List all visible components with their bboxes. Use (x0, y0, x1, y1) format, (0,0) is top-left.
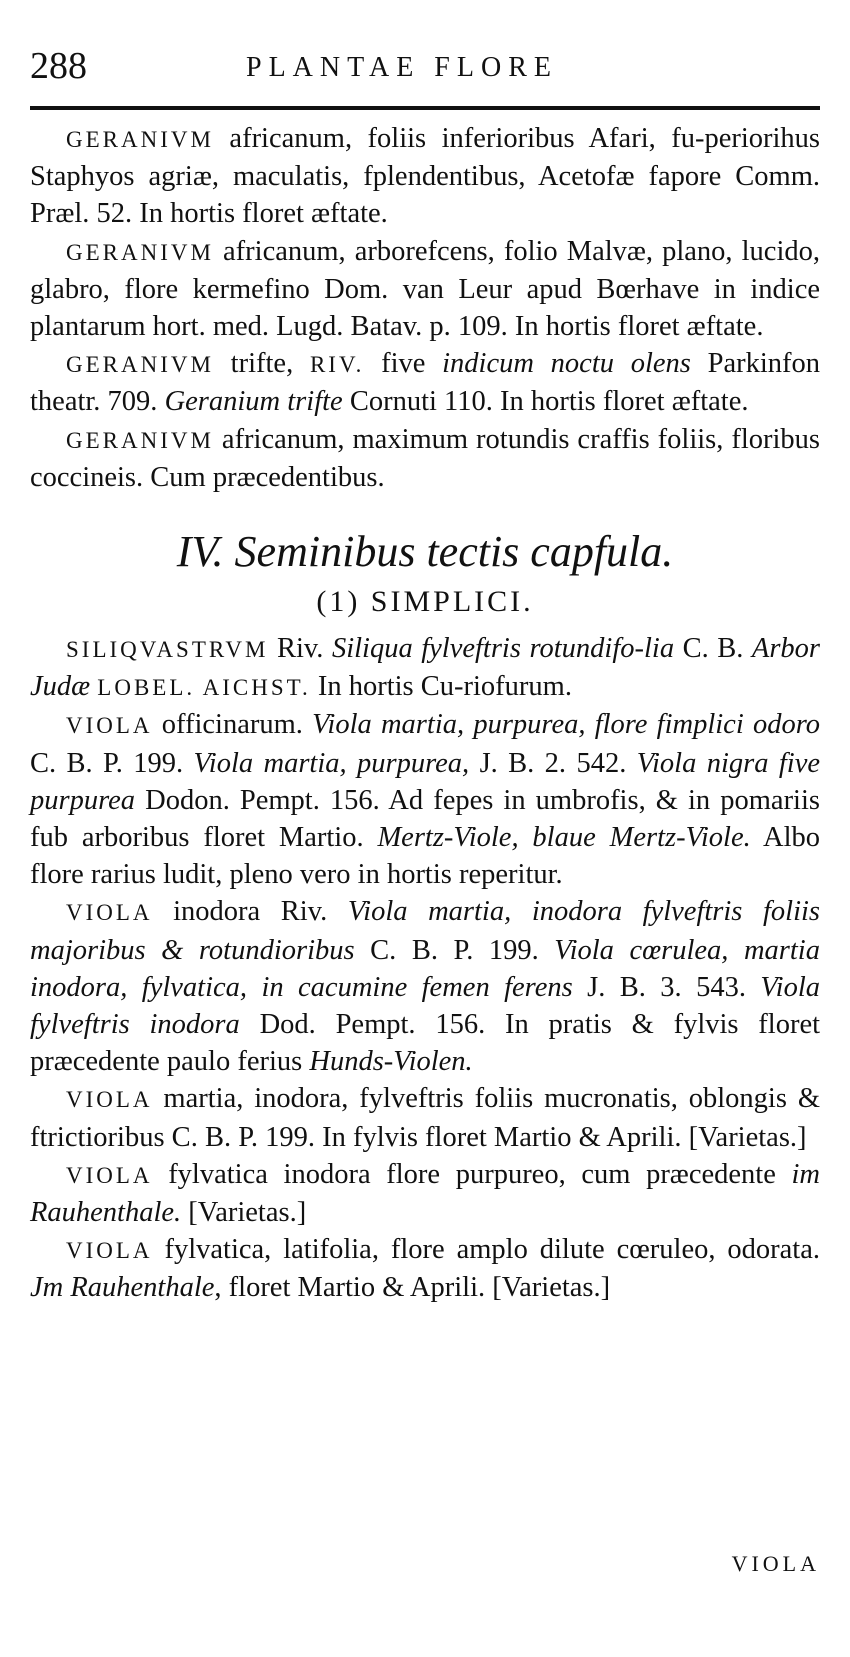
running-head: PLANTAE FLORE (246, 52, 558, 83)
entry-text: J. B. 3. 543. (572, 971, 761, 1003)
subsection-title: (1) SIMPLICI. (316, 585, 534, 619)
plant-entry (30, 1080, 820, 1155)
plant-entry (30, 1231, 820, 1306)
author-abbrev: LOBEL. AICHST. (97, 675, 311, 701)
plant-entry (30, 630, 820, 706)
entries-top (30, 120, 820, 496)
entry-text: africanum, maximum rotundis craffis foliis, floribus coccineis. Cum præcedentibus. (30, 423, 820, 493)
plant-entry (30, 120, 820, 233)
italic-text: Geranium trifte (164, 386, 343, 418)
entry-text: J. B. 2. 542. (469, 747, 637, 779)
italic-text: Viola fylveftris inodora (30, 971, 820, 1041)
italic-text: Viola martia, purpurea, flore fimplici odoro (312, 709, 820, 741)
genus-name: GERANIVM (66, 127, 214, 152)
entry-text: trifte, (213, 348, 310, 380)
entry-text: C. B. P. 199. (30, 747, 194, 779)
author-abbrev: RIV. (309, 352, 365, 378)
italic-text: Hunds-Violen. (309, 1046, 473, 1078)
italic-text: Siliqua fylveftris rotundifo-lia (331, 633, 675, 665)
header-rule (30, 106, 820, 110)
italic-text: Viola cœrulea, martia inodora, fylvatica, in cacumine femen ferens (30, 934, 820, 1003)
italic-text: Mertz-Viole, blaue Mertz-Viole. (377, 822, 751, 854)
plant-entry (30, 421, 820, 496)
italic-text: Jm Rauhenthale (30, 1272, 215, 1304)
entry-text: In hortis Cu-riofurum. (310, 671, 572, 703)
genus-name: VIOLA (66, 1087, 153, 1113)
entry-text: officinarum. (152, 709, 313, 741)
italic-text: Viola martia, inodora fylveftris foliis majoribus & rotundioribus (30, 896, 821, 966)
entry-text: [Varietas.] (181, 1197, 307, 1229)
entry-text: fylvatica, latifolia, flore amplo dilute cœruleo, odorata. (152, 1234, 820, 1266)
genus-name: VIOLA (66, 1238, 153, 1264)
plant-entry (30, 1156, 820, 1231)
italic-text: Arbor Judæ (30, 633, 821, 703)
italic-text: im Rauhenthale. (30, 1158, 820, 1229)
italic-text: indicum noctu olens (442, 348, 691, 380)
entry-text: C. B. P. 199. (354, 934, 555, 966)
entry-text: Dodon. Pempt. 156. Ad fepes in umbrofis, & in pomariis fub arboribus floret Martio. (30, 784, 820, 854)
entry-text: Parkinfon theatr. 709. (30, 348, 821, 418)
plant-entry (30, 233, 820, 346)
entry-text: Riv. (268, 633, 332, 665)
italic-text: Viola martia, purpurea, (193, 747, 470, 779)
entry-text: Albo flore rarius ludit, pleno vero in hortis reperitur. (30, 822, 821, 891)
entry-text: fylvatica inodora flore purpureo, cum præcedente (152, 1158, 792, 1190)
plant-entry (30, 893, 820, 1080)
genus-name: VIOLA (66, 900, 153, 926)
entry-text: martia, inodora, fylveftris foliis mucronatis, oblongis & ftrictioribus C. B. P. 199. In fylvis floret Martio & Aprili. [Varietas.] (30, 1083, 820, 1153)
genus-name: VIOLA (66, 713, 153, 739)
plant-entry (30, 706, 820, 893)
genus-name: VIOLA (66, 1162, 153, 1188)
page-body (30, 120, 820, 1307)
genus-name: GERANIVM (66, 239, 214, 265)
section-title: IV. Seminibus tectis capfula. (176, 527, 674, 577)
entry-text: , floret Martio & Aprili. [Varietas.] (214, 1272, 611, 1304)
page-number: 288 (30, 45, 87, 87)
entry-text: africanum, arborefcens, folio Malvæ, plano, lucido, glabro, flore kermefino Dom. van Leur apud Bœrhave in indice plantarum hort. med. Lugd. Batav. p. 109. In hortis floret æftate. (30, 235, 820, 343)
genus-name: GERANIVM (66, 427, 214, 453)
entry-text: C. B. (674, 633, 752, 665)
catchword: VIOLA (731, 1551, 820, 1576)
entry-text: Cornuti 110. In hortis floret æftate. (342, 386, 749, 418)
entry-text: Dod. Pempt. 156. In pratis & fylvis floret præcedente paulo ferius (30, 1009, 821, 1078)
entry-text: africanum, foliis inferioribus Afari, fu-periorihus Staphyos agriæ, maculatis, fplendentibus, Acetofæ fapore Comm. Præl. 52. In hortis floret æftate. (30, 123, 820, 230)
plant-entry (30, 345, 820, 420)
genus-name: SILIQVASTRVM (66, 637, 269, 663)
genus-name: GERANIVM (66, 352, 214, 378)
entry-text: inodora Riv. (152, 896, 348, 928)
entries-bottom (30, 630, 820, 1307)
italic-text: Viola nigra five purpurea (30, 747, 820, 816)
page-header (30, 44, 820, 92)
entry-text: five (364, 348, 443, 380)
